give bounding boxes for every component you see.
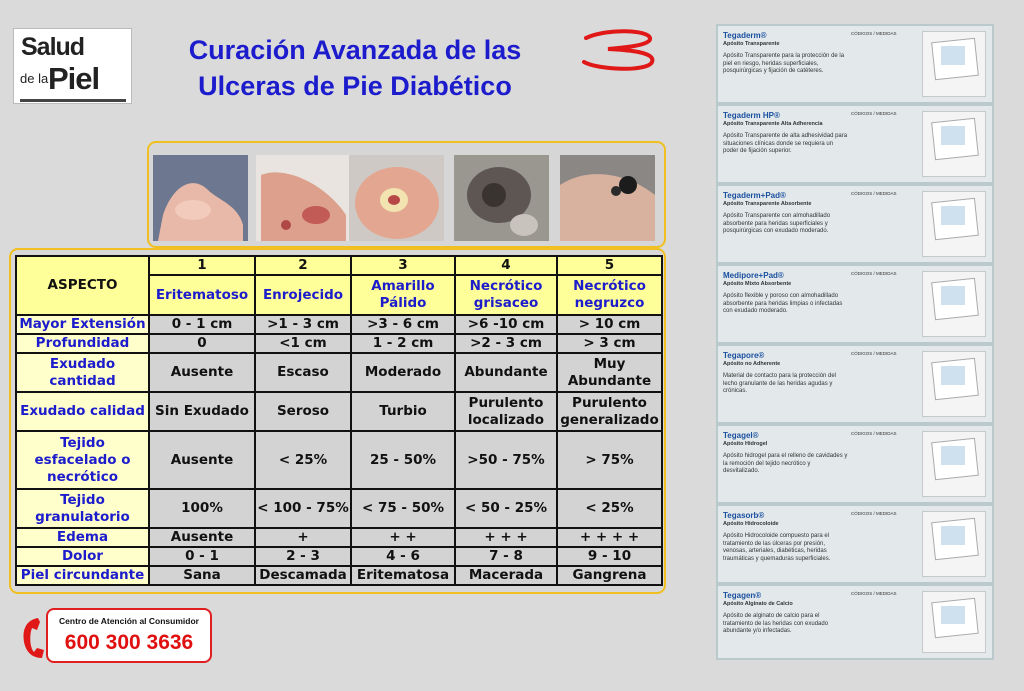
table-cell: + <box>255 528 351 547</box>
table-cell: 0 - 1 <box>149 547 255 566</box>
table-cell: + + + <box>455 528 557 547</box>
stage-2-header: Enrojecido <box>255 275 351 315</box>
grade-3-header: 3 <box>351 256 455 275</box>
product-name: Medipore+Pad® <box>723 271 784 280</box>
product-image <box>922 591 986 653</box>
table-cell: Descamada <box>255 566 351 585</box>
table-cell: Purulento generalizado <box>557 392 662 431</box>
ulcer-grades-photo-strip <box>147 141 666 248</box>
product-subtitle: Apósito Transparente Alta Adherencia <box>723 121 823 127</box>
product-card <box>718 266 992 342</box>
product-card <box>718 506 992 582</box>
product-name: Tegagen® <box>723 591 762 600</box>
product-codes: CÓDIGOS / MEDIDAS <box>851 31 897 36</box>
product-subtitle: Apósito Alginato de Calcio <box>723 601 793 607</box>
product-image <box>922 111 986 177</box>
table-row <box>16 489 662 528</box>
product-description: Apósito Transparente con almohadillado absorbente para heridas superficiales y posquirúrgicas con exudado moderado. <box>723 213 831 234</box>
row-label: Exudado calidad <box>16 392 149 431</box>
product-card <box>718 586 992 658</box>
stage-5-header: Necrótico negruzco <box>557 275 662 315</box>
product-name: Tegagel® <box>723 431 759 440</box>
foot-grade-5-photo <box>560 155 655 241</box>
table-row <box>16 392 662 431</box>
product-name: Tegapore® <box>723 351 765 360</box>
grade-4-header: 4 <box>455 256 557 275</box>
table-cell: 9 - 10 <box>557 547 662 566</box>
row-label: Mayor Extensión <box>16 315 149 334</box>
table-cell: >3 - 6 cm <box>351 315 455 334</box>
table-cell: 7 - 8 <box>455 547 557 566</box>
phone-icon <box>18 614 48 662</box>
grade-1-header: 1 <box>149 256 255 275</box>
product-description: Apósito Hidrocoloide compuesto para el tratamiento de las úlceras por presión, venosas, arteriales, diabéticas, heridas traumáticas y quemaduras superficiales. <box>723 533 831 562</box>
title-line-1: Curación Avanzada de las <box>188 35 522 65</box>
table-row <box>16 431 662 489</box>
product-catalog <box>716 24 994 660</box>
stage-1-header: Eritematoso <box>149 275 255 315</box>
foot-grade-2-photo <box>256 155 351 241</box>
product-description: Apósito Transparente para la protección de la piel en riesgo, heridas superficiales, posquirúrgicas y fijación de catéteres. <box>723 53 845 74</box>
product-codes: CÓDIGOS / MEDIDAS <box>851 591 897 596</box>
table-cell: Sana <box>149 566 255 585</box>
logo-word-salud: Salud <box>21 33 85 61</box>
table-cell: < 25% <box>557 489 662 528</box>
product-image <box>922 511 986 577</box>
product-subtitle: Apósito no Adherente <box>723 361 781 367</box>
product-codes: CÓDIGOS / MEDIDAS <box>851 511 897 516</box>
product-description: Material de contacto para la protección del lecho granulante de las heridas agudas y crónicas. <box>723 373 837 394</box>
consumer-service-phone[interactable]: 600 300 3636 <box>64 631 194 654</box>
ulcer-assessment-table <box>15 255 663 586</box>
page-title <box>140 32 570 104</box>
table-cell: Escaso <box>255 353 351 392</box>
product-description: Apósito hidrogel para el relleno de cavidades y la remoción del tejido necrótico y desvitalizado. <box>723 453 848 474</box>
consumer-service-box <box>46 608 212 663</box>
product-codes: CÓDIGOS / MEDIDAS <box>851 351 897 356</box>
title-line-2: Ulceras de Pie Diabético <box>198 71 512 101</box>
table-cell: <1 cm <box>255 334 351 353</box>
table-cell: 1 - 2 cm <box>351 334 455 353</box>
table-cell: 0 - 1 cm <box>149 315 255 334</box>
row-label: Dolor <box>16 547 149 566</box>
table-cell: < 25% <box>255 431 351 489</box>
aspect-header: ASPECTO <box>16 256 149 315</box>
table-cell: Moderado <box>351 353 455 392</box>
table-cell: Abundante <box>455 353 557 392</box>
table-row <box>16 566 662 585</box>
stage-3-header: Amarillo Pálido <box>351 275 455 315</box>
table-cell: Ausente <box>149 431 255 489</box>
table-cell: Turbio <box>351 392 455 431</box>
table-cell: >2 - 3 cm <box>455 334 557 353</box>
table-cell: >1 - 3 cm <box>255 315 351 334</box>
foot-grade-3-photo <box>349 155 444 241</box>
grade-2-header: 2 <box>255 256 351 275</box>
table-cell: + + + + <box>557 528 662 547</box>
table-cell: Ausente <box>149 353 255 392</box>
product-name: Tegaderm+Pad® <box>723 191 786 200</box>
product-subtitle: Apósito Mixto Absorbente <box>723 281 792 287</box>
foot-grade-1-photo <box>153 155 248 241</box>
product-codes: CÓDIGOS / MEDIDAS <box>851 111 897 116</box>
product-card <box>718 426 992 502</box>
product-card <box>718 26 992 102</box>
logo-word-piel: Piel <box>48 61 100 96</box>
grade-5-header: 5 <box>557 256 662 275</box>
product-description: Apósito Transparente de alta adhesividad para situaciones clínicas donde se requiera un poder de fijación superior. <box>723 133 848 154</box>
salud-de-la-piel-logo <box>13 28 132 104</box>
row-label: Tejido granulatorio <box>16 489 149 528</box>
table-cell: Purulento localizado <box>455 392 557 431</box>
product-description: Apósito de alginato de calcio para el tratamiento de las heridas con exudado abundante y/o infectadas. <box>723 613 829 634</box>
logo-word-de-la: de la <box>20 71 49 86</box>
product-card <box>718 186 992 262</box>
product-subtitle: Apósito Transparente <box>723 41 780 47</box>
product-codes: CÓDIGOS / MEDIDAS <box>851 431 897 436</box>
product-card <box>718 346 992 422</box>
product-name: Tegaderm HP® <box>723 111 780 120</box>
table-cell: Eritematosa <box>351 566 455 585</box>
table-row <box>16 315 662 334</box>
table-row <box>16 547 662 566</box>
product-codes: CÓDIGOS / MEDIDAS <box>851 191 897 196</box>
table-cell: < 100 - 75% <box>255 489 351 528</box>
table-cell: Muy Abundante <box>557 353 662 392</box>
table-cell: Macerada <box>455 566 557 585</box>
table-row <box>16 353 662 392</box>
logo-underline <box>20 99 126 102</box>
table-cell: > 10 cm <box>557 315 662 334</box>
row-label: Profundidad <box>16 334 149 353</box>
table-cell: 2 - 3 <box>255 547 351 566</box>
product-image <box>922 191 986 257</box>
table-cell: + + <box>351 528 455 547</box>
ulcer-assessment-table-box <box>9 248 666 594</box>
table-cell: Seroso <box>255 392 351 431</box>
product-image <box>922 271 986 337</box>
table-cell: >6 -10 cm <box>455 315 557 334</box>
table-row <box>16 334 662 353</box>
table-cell: Ausente <box>149 528 255 547</box>
consumer-service-label: Centro de Atención al Consumidor <box>59 616 199 626</box>
product-image <box>922 351 986 417</box>
product-image <box>922 31 986 97</box>
page-number <box>578 26 658 74</box>
table-cell: 25 - 50% <box>351 431 455 489</box>
product-card <box>718 106 992 182</box>
product-subtitle: Apósito Transparente Absorbente <box>723 201 812 207</box>
row-label: Tejido esfacelado o necrótico <box>16 431 149 489</box>
row-label: Exudado cantidad <box>16 353 149 392</box>
product-name: Tegaderm® <box>723 31 767 40</box>
foot-grade-4-photo <box>454 155 549 241</box>
product-codes: CÓDIGOS / MEDIDAS <box>851 271 897 276</box>
row-label: Edema <box>16 528 149 547</box>
table-cell: >50 - 75% <box>455 431 557 489</box>
product-name: Tegasorb® <box>723 511 765 520</box>
table-cell: Sin Exudado <box>149 392 255 431</box>
table-cell: > 3 cm <box>557 334 662 353</box>
product-subtitle: Apósito Hidrogel <box>723 441 768 447</box>
table-cell: Gangrena <box>557 566 662 585</box>
table-cell: 4 - 6 <box>351 547 455 566</box>
product-description: Apósito flexible y poroso con almohadillado absorbente para heridas limpias o infectadas con exudado moderado. <box>723 293 843 314</box>
table-cell: 0 <box>149 334 255 353</box>
row-label: Piel circundante <box>16 566 149 585</box>
product-image <box>922 431 986 497</box>
product-subtitle: Apósito Hidrocoloide <box>723 521 779 527</box>
table-cell: < 50 - 25% <box>455 489 557 528</box>
table-cell: 100% <box>149 489 255 528</box>
stage-4-header: Necrótico grisaceo <box>455 275 557 315</box>
table-row <box>16 528 662 547</box>
table-cell: < 75 - 50% <box>351 489 455 528</box>
table-cell: > 75% <box>557 431 662 489</box>
